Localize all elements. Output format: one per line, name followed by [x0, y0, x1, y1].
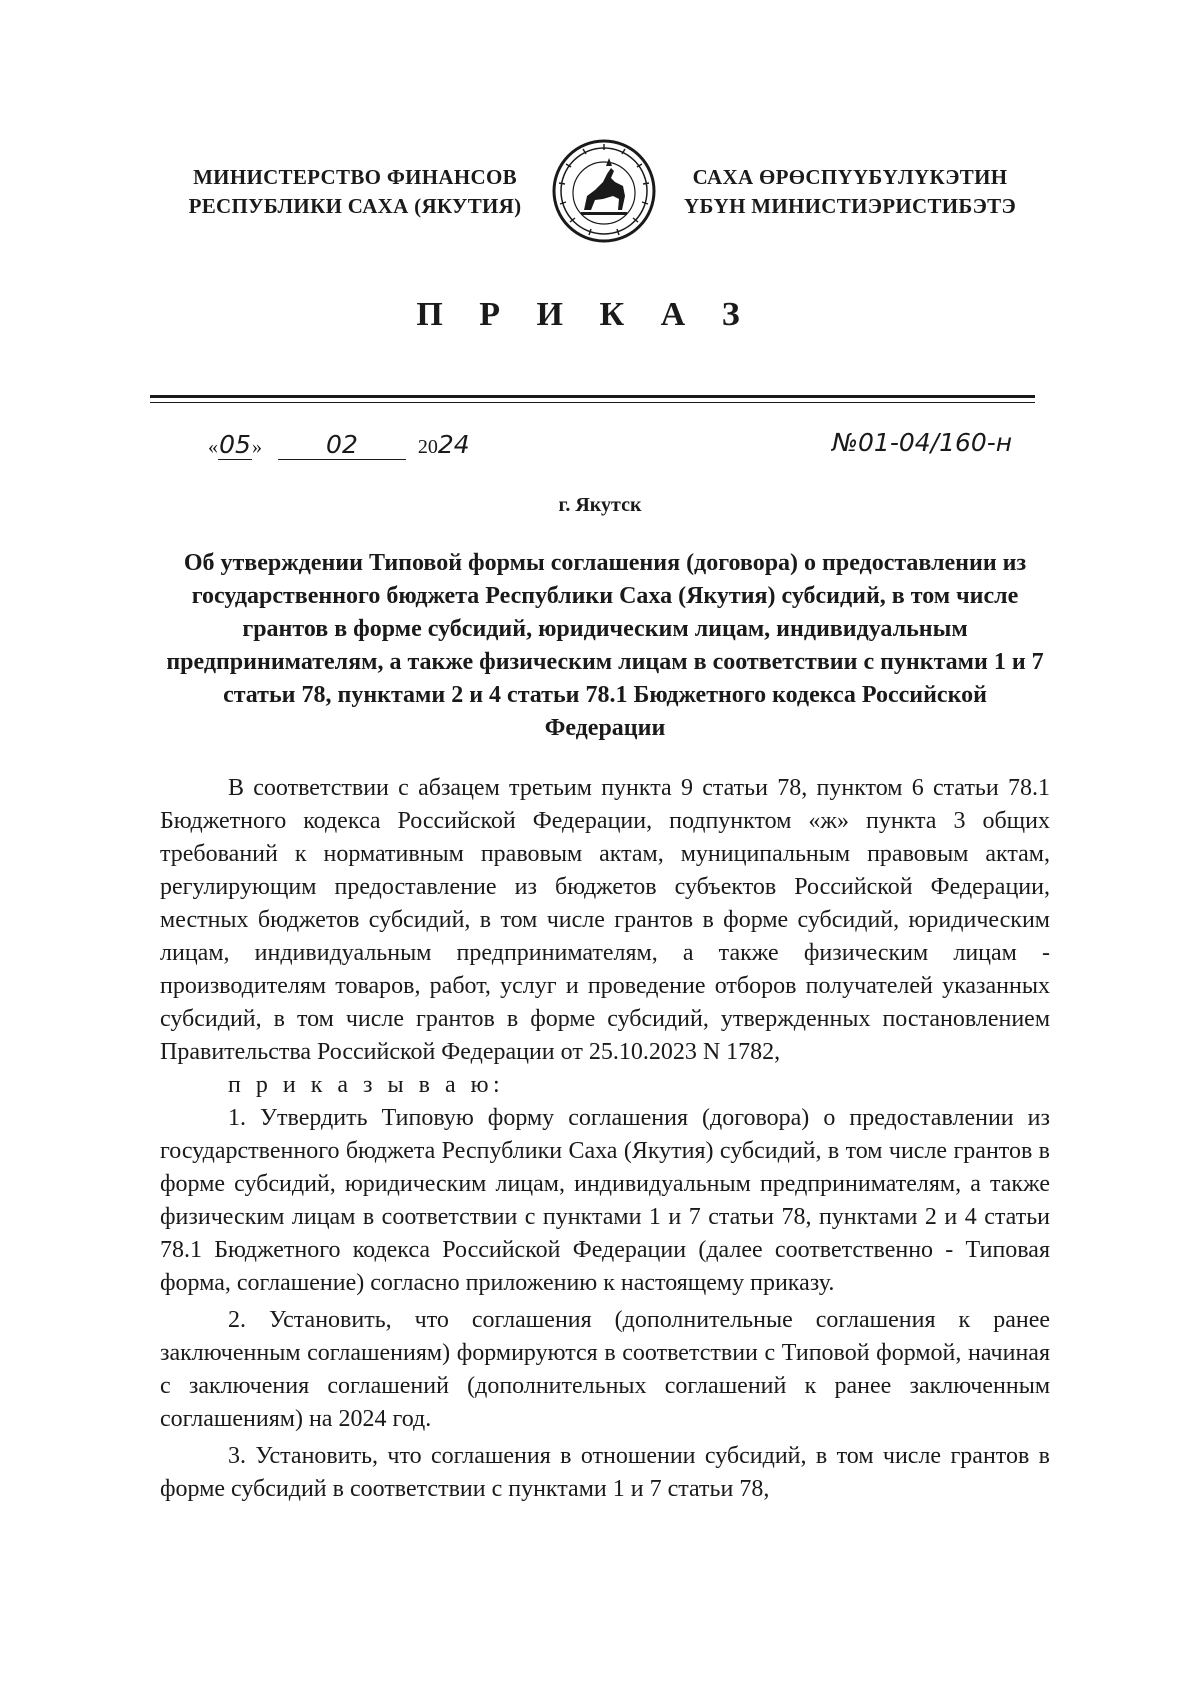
order-number: №01-04/160-н — [832, 428, 1013, 457]
ministry-name-yakut-line1: САХА ӨРӨСПҮҮБҮЛҮКЭТИН — [692, 165, 1008, 189]
header-divider — [150, 395, 1035, 398]
preamble-paragraph: В соответствии с абзацем третьим пункта 9 статьи 78, пунктом 6 статьи 78.1 Бюджетного кодекса Российской Федерации, подпунктом «ж» пункта 3 общих требований к нормативным правовым актам, муниципальным правовым актам, регулирующим предоставление из бюджетов субъектов Российской Федерации, местных бюджетов субсидий, в том числе грантов в форме субсидий, юридическим лицам, индивидуальным предпринимателям, а также физическим лицам - производителям товаров, работ, услуг и проведение отборов получателей указанных субсидий, в том числе грантов в форме субсидий, утвержденных постановлением Правительства Российской Федерации от 25.10.2023 N 1782, — [160, 775, 1050, 1065]
order-word: п р и к а з ы в а ю: — [228, 1072, 505, 1098]
city: г. Якутск — [558, 494, 642, 516]
order-date-year-suffix: 24 — [437, 430, 470, 459]
ministry-name-yakut — [665, 163, 1035, 221]
order-date-day: 05 — [219, 430, 251, 459]
order-heading: Об утверждении Типовой формы соглашения (договора) о предоставлении из государственного бюджета Республики Саха (Якутия) субсидий, в том числе грантов в форме субсидий, юридическим лицам, индивидуальным предпринимателям, а также физическим лицам в соответствии с пунктами 1 и 7 статьи 78, пунктами 2 и 4 статьи 78.1 Бюджетного кодекса Российской Федерации — [166, 550, 1044, 741]
ministry-name-russian-line2: РЕСПУБЛИКИ САХА (ЯКУТИЯ) — [188, 194, 522, 218]
order-item-1: 1. Утвердить Типовую форму соглашения (договора) о предоставлении из государственного бюджета Республики Саха (Якутия) субсидий, в том числе грантов в форме субсидий, юридическим лицам, индивидуальным предпринимателям, а также физическим лицам в соответствии с пунктами 1 и 7 статьи 78, пунктами 2 и 4 статьи 78.1 Бюджетного кодекса Российской Федерации (далее соответственно - Типовая форма, соглашение) согласно приложению к настоящему приказу. — [160, 1105, 1050, 1296]
document-title: П Р И К А З — [416, 296, 754, 333]
header-divider-thin — [150, 402, 1035, 403]
order-date-year-prefix: 20 — [417, 436, 438, 458]
ministry-name-russian — [175, 163, 535, 221]
sakha-coat-of-arms-icon — [551, 138, 657, 244]
ministry-name-yakut-line2: ҮБҮН МИНИСТИЭРИСТИБЭТЭ — [683, 194, 1017, 218]
order-item-2: 2. Установить, что соглашения (дополнительные соглашения к ранее заключенным соглашениям) формируются в соответствии с Типовой формой, начиная с заключения соглашений (дополнительных соглашений к ранее заключенным соглашениям) на 2024 год. — [160, 1307, 1050, 1432]
order-date-month: 02 — [278, 430, 406, 460]
order-date: «05» 02 2024 — [208, 430, 470, 459]
ministry-name-russian-line1: МИНИСТЕРСТВО ФИНАНСОВ — [193, 165, 517, 189]
order-item-3: 3. Установить, что соглашения в отношении субсидий, в том числе грантов в форме субсидий в соответствии с пунктами 1 и 7 статьи 78, — [160, 1443, 1050, 1502]
order-body — [160, 772, 1050, 1506]
